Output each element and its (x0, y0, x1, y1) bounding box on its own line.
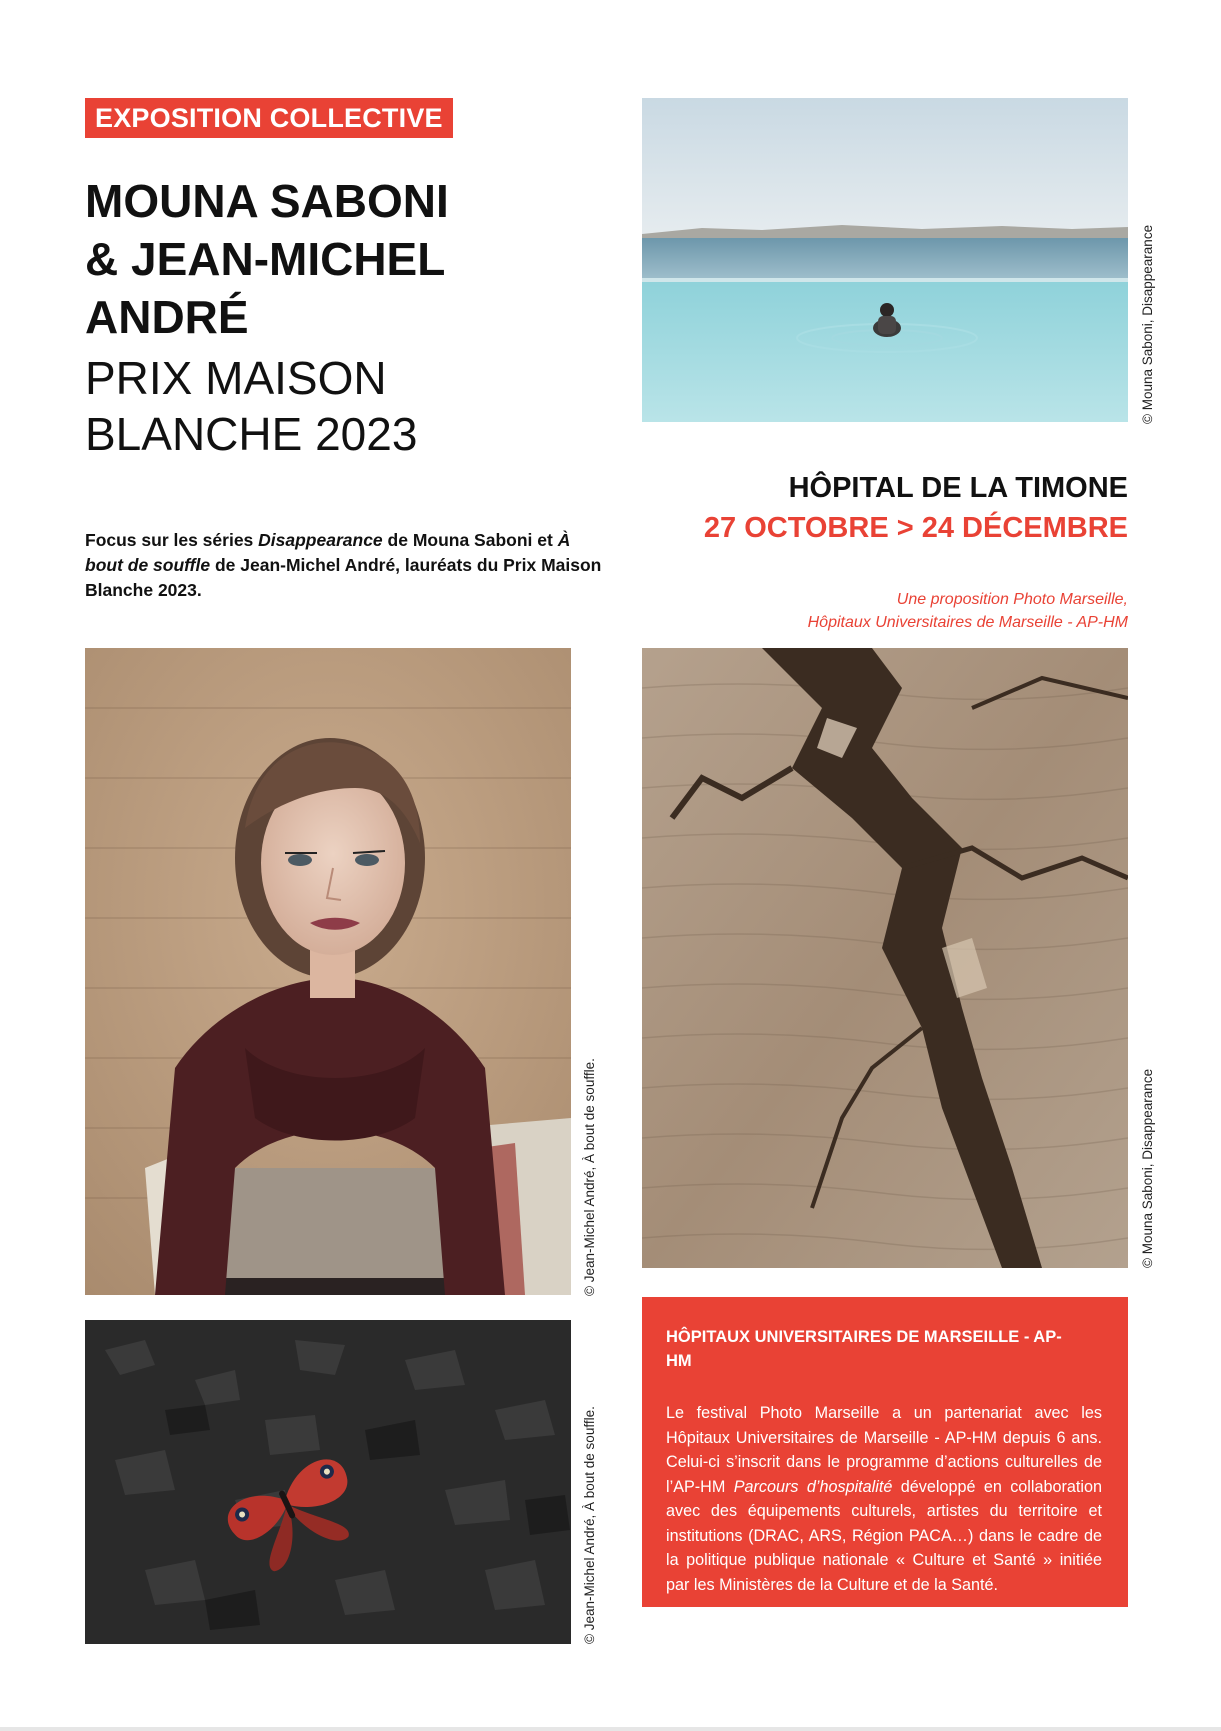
exhibition-dates: 27 OCTOBRE > 24 DÉCEMBRE (703, 512, 1128, 544)
series-title: À bout de souffle (85, 530, 571, 575)
proposal-line: Une proposition Photo Marseille, (896, 591, 1128, 608)
butterfly-photo (85, 1320, 571, 1644)
pool-photo (642, 98, 1128, 422)
partner-text: développé en collaboration avec des équipements culturels, artistes du territoire et institutions (DRAC, ARS, Région PACA…) dans le cadre de la politique publique nationale « Culture et Santé » initiée par les Ministères de la Culture et de la Santé. (666, 1477, 1102, 1594)
partner-title: HÔPITAUX UNIVERSITAIRES DE MARSEILLE - AP-HM (666, 1328, 1062, 1370)
artist-line: & JEAN-MICHEL (85, 233, 446, 285)
venue-name: HÔPITAL DE LA TIMONE (788, 472, 1128, 504)
exhibition-tag: EXPOSITION COLLECTIVE (85, 98, 453, 138)
intro-paragraph (85, 528, 605, 603)
photo-credit: © Mouna Saboni, Disappearance (1140, 1068, 1155, 1268)
series-title: Disappearance (258, 530, 383, 550)
proposal-line: Hôpitaux Universitaires de Marseille - AP-HM (807, 614, 1128, 631)
artist-line: ANDRÉ (85, 291, 249, 343)
partner-description (666, 1401, 1102, 1597)
artists-title (85, 172, 555, 346)
proposal-credit (808, 588, 1128, 634)
intro-text: Focus sur les séries (85, 530, 259, 550)
intro-text: de Jean-Michel André, lauréats du Prix Maison Blanche 2023. (85, 555, 602, 600)
photo-credit: © Mouna Saboni, Disappearance (1140, 224, 1155, 424)
page-bottom-edge (0, 1727, 1221, 1731)
photo-credit: © Jean-Michel André, À bout de souffle. (582, 1058, 597, 1296)
photo-credit: © Jean-Michel André, À bout de souffle. (582, 1406, 597, 1644)
prize-line: PRIX MAISON (85, 352, 387, 404)
prize-title (85, 350, 555, 462)
portrait-photo (85, 648, 571, 1295)
rock-photo (642, 648, 1128, 1268)
partner-text: Le festival Photo Marseille a un partenariat avec les Hôpitaux Universitaires de Marseille - AP-HM depuis 6 ans. Celui-ci s’inscrit dans le programme d’actions culturelles de l’AP-HM (666, 1404, 1102, 1496)
prize-line: BLANCHE 2023 (85, 408, 418, 460)
partner-info-box (642, 1297, 1128, 1607)
intro-text: de Mouna Saboni et (382, 530, 558, 550)
artist-line: MOUNA SABONI (85, 175, 449, 227)
program-name: Parcours d’hospitalité (733, 1477, 893, 1496)
